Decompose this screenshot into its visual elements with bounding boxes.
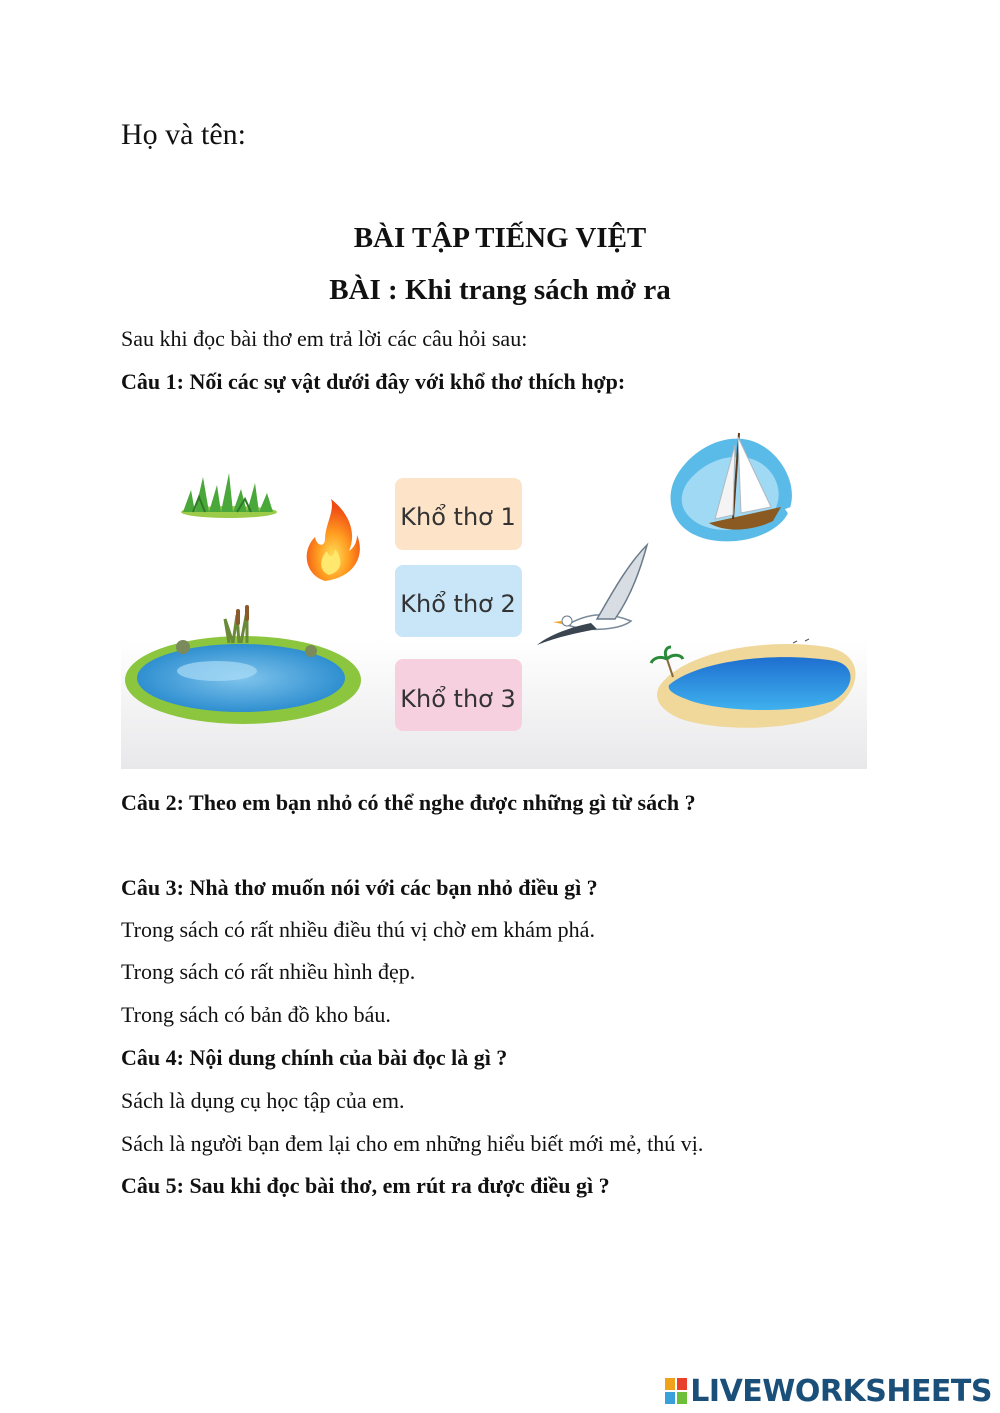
matching-figure bbox=[121, 415, 867, 769]
fire-picture[interactable] bbox=[307, 499, 360, 581]
q4-option-1[interactable]: Sách là dụng cụ học tập của em. bbox=[121, 1088, 405, 1113]
liveworksheets-mark-icon bbox=[665, 1378, 687, 1404]
name-label: Họ và tên: bbox=[121, 118, 246, 151]
sailboat-picture[interactable] bbox=[671, 433, 792, 541]
q3-option-3[interactable]: Trong sách có bản đồ kho báu. bbox=[121, 1002, 391, 1027]
match-box-1[interactable] bbox=[395, 478, 522, 550]
match-box-2[interactable] bbox=[395, 565, 522, 637]
match-box-1-label: Khổ thơ 1 bbox=[400, 503, 516, 531]
brand-name: LIVEWORKSHEETS bbox=[690, 1374, 992, 1409]
match-box-2-label: Khổ thơ 2 bbox=[400, 590, 516, 618]
question-5: Câu 5: Sau khi đọc bài thơ, em rút ra được điều gì ? bbox=[121, 1173, 610, 1198]
question-1: Câu 1: Nối các sự vật dưới đây với khổ thơ thích hợp: bbox=[121, 369, 626, 394]
q4-option-2[interactable]: Sách là người bạn đem lại cho em những hiểu biết mới mẻ, thú vị. bbox=[121, 1131, 704, 1156]
liveworksheets-logo bbox=[665, 1374, 992, 1409]
match-box-3-label: Khổ thơ 3 bbox=[400, 685, 516, 713]
intro-text: Sau khi đọc bài thơ em trả lời các câu hỏi sau: bbox=[121, 326, 528, 351]
q3-option-2[interactable]: Trong sách có rất nhiều hình đẹp. bbox=[121, 959, 416, 984]
question-3: Câu 3: Nhà thơ muốn nói với các bạn nhỏ điều gì ? bbox=[121, 875, 598, 900]
match-box-3[interactable] bbox=[395, 659, 522, 731]
question-2: Câu 2: Theo em bạn nhỏ có thể nghe được những gì từ sách ? bbox=[121, 790, 696, 815]
lesson-title: BÀI : Khi trang sách mở ra bbox=[329, 274, 671, 306]
worksheet-title: BÀI TẬP TIẾNG VIỆT bbox=[353, 222, 647, 254]
pond-picture[interactable] bbox=[125, 605, 361, 724]
seagull-picture[interactable] bbox=[537, 545, 647, 645]
grass-picture[interactable] bbox=[181, 473, 277, 518]
question-4: Câu 4: Nội dung chính của bài đọc là gì ? bbox=[121, 1045, 508, 1070]
q3-option-1[interactable]: Trong sách có rất nhiều điều thú vị chờ em khám phá. bbox=[121, 917, 595, 942]
